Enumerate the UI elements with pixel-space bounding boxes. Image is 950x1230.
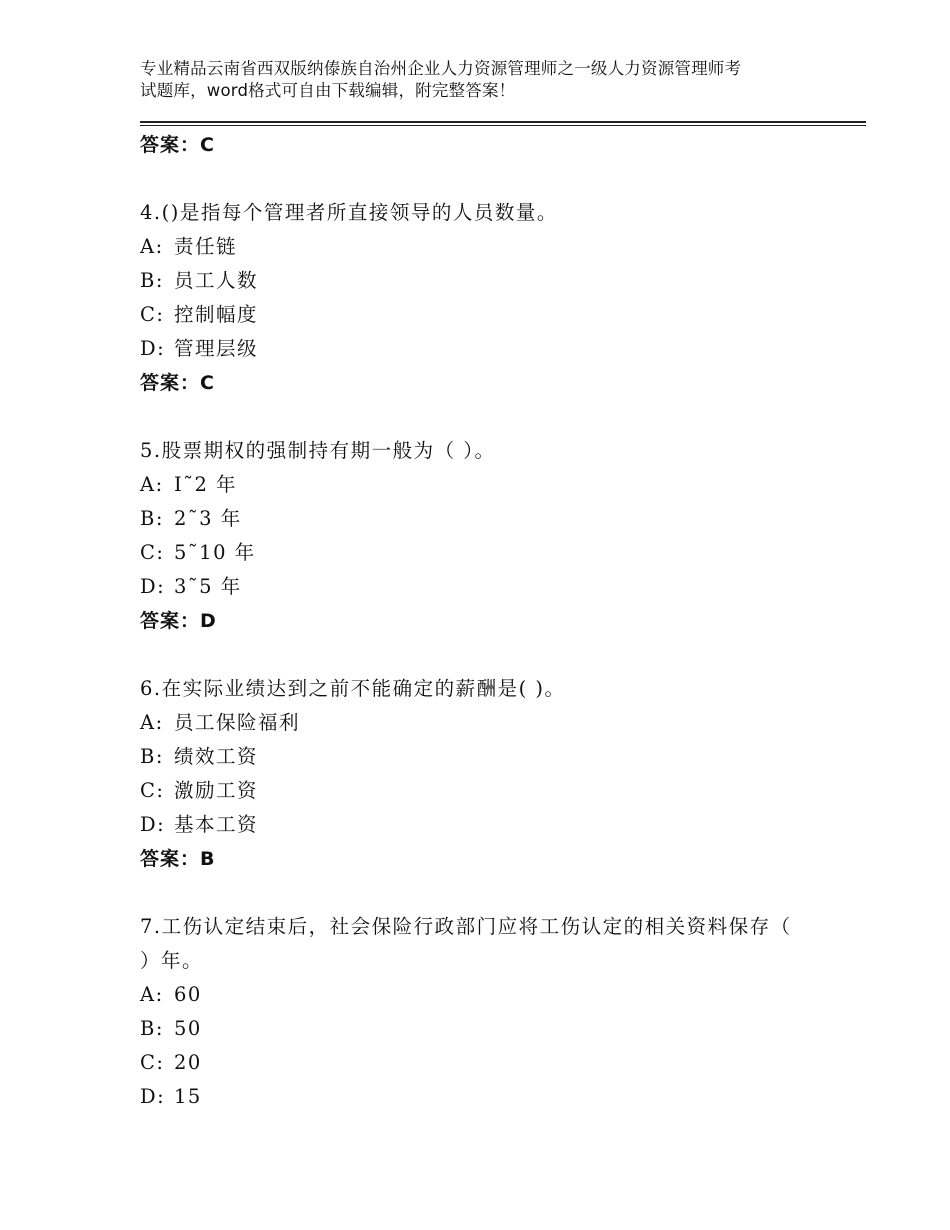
option-b [140,502,840,536]
option-c [140,536,840,570]
question-stem: 5.股票期权的强制持有期一般为（ ）。 [140,439,496,462]
header-rule-thin [140,125,866,126]
question-block [140,196,840,400]
document-header [140,58,840,102]
option-b [140,264,840,298]
spacer [140,876,840,910]
option-text: I˜2 年 [174,473,238,496]
spacer [140,400,840,434]
option-text: 基本工资 [174,813,259,836]
question-block [140,434,840,638]
option-letter: B: [140,507,164,530]
option-text: 20 [174,1051,202,1074]
option-text: 5˜10 年 [174,541,256,564]
option-c [140,1046,840,1080]
option-text: 控制幅度 [174,303,259,326]
option-text: 责任链 [174,235,238,258]
answer-line: 答案：B [140,848,216,870]
option-letter: A: [140,711,164,734]
option-a [140,978,840,1012]
option-text: 3˜5 年 [174,575,242,598]
option-letter: C: [140,303,165,326]
option-text: 60 [174,983,202,1006]
option-letter: D: [140,575,166,598]
option-a [140,706,840,740]
question-stem: 6.在实际业绩达到之前不能确定的薪酬是( )。 [140,677,566,700]
question-block [140,910,840,1114]
option-text: 50 [174,1017,202,1040]
spacer [140,638,840,672]
option-a [140,230,840,264]
option-letter: B: [140,1017,164,1040]
option-c [140,298,840,332]
option-letter: B: [140,745,164,768]
question-stem: 4.()是指每个管理者所直接领导的人员数量。 [140,201,558,224]
option-b [140,1012,840,1046]
answer-line: 答案：C [140,134,215,156]
answer-line: 答案：C [140,372,215,394]
option-a [140,468,840,502]
option-text: 员工保险福利 [174,711,301,734]
header-rule-thick [140,121,866,123]
option-c [140,774,840,808]
option-d [140,808,840,842]
option-text: 员工人数 [174,269,259,292]
option-letter: D: [140,337,166,360]
option-d [140,1080,840,1114]
question-stem: 7.工伤认定结束后，社会保险行政部门应将工伤认定的相关资料保存（ ）年。 [140,915,792,972]
option-text: 管理层级 [174,337,259,360]
option-text: 激励工资 [174,779,259,802]
option-b [140,740,840,774]
option-letter: D: [140,813,166,836]
header-line-1: 专业精品云南省西双版纳傣族自治州企业人力资源管理师之一级人力资源管理师考 [140,59,742,78]
option-letter: A: [140,235,164,258]
option-text: 2˜3 年 [174,507,242,530]
spacer [140,162,840,196]
option-letter: A: [140,983,164,1006]
header-line-2: 试题库，word格式可自由下载编辑，附完整答案！ [140,81,516,100]
option-letter: C: [140,779,165,802]
option-text: 绩效工资 [174,745,259,768]
question-list [140,128,840,1114]
option-letter: B: [140,269,164,292]
option-d [140,332,840,366]
option-letter: C: [140,541,165,564]
question-block [140,672,840,876]
option-letter: D: [140,1085,166,1108]
option-d [140,570,840,604]
answer-line: 答案：D [140,610,217,632]
option-letter: A: [140,473,164,496]
option-letter: C: [140,1051,165,1074]
option-text: 15 [174,1085,202,1108]
